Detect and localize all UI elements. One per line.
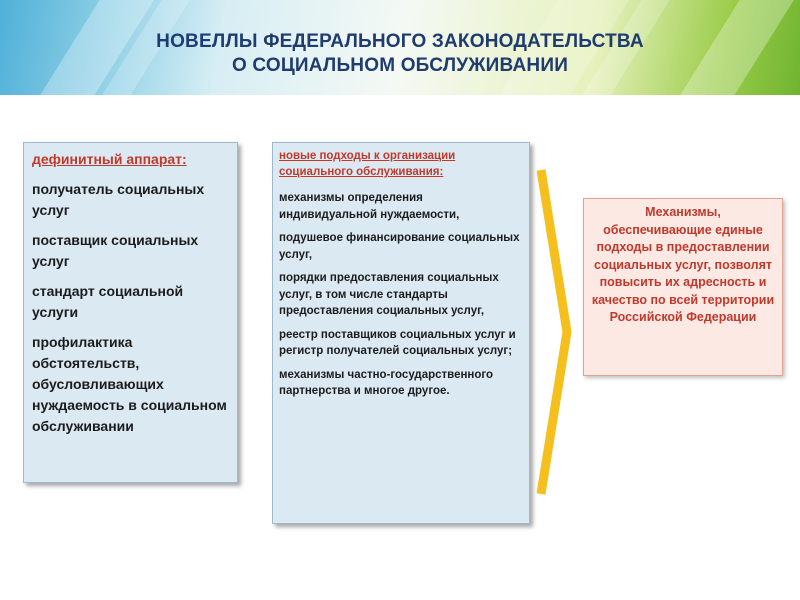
definition-item: поставщик социальных услуг	[32, 232, 199, 269]
page-title	[0, 30, 800, 78]
conclusion-text: Механизмы, обеспечивающие единые подходы в предоставлении социальных услуг, позволят повысить их адресность и качество по всей территории Российской Федерации	[591, 205, 775, 324]
definition-item: получатель социальных услуг	[32, 181, 205, 218]
title-line-1: НОВЕЛЛЫ ФЕДЕРАЛЬНОГО ЗАКОНОДАТЕЛЬСТВА	[156, 31, 644, 52]
approaches-box	[272, 142, 530, 524]
approach-item: механизмы определения индивидуальной нуждаемости,	[279, 192, 460, 221]
approach-item: подушевое финансирование социальных услуг,	[279, 232, 520, 261]
definition-item: стандарт социальной услуги	[32, 283, 184, 320]
definitions-heading: дефинитный аппарат:	[32, 151, 187, 167]
definition-item: профилактика обстоятельств, обусловливающих нуждаемость в социальном обслуживании	[32, 334, 227, 434]
chevron-right-icon	[535, 166, 575, 498]
approach-item: механизмы частно-государственного партнерства и многое другое.	[279, 368, 494, 397]
approach-item: порядки предоставления социальных услуг, в том числе стандарты предоставления социальных услуг,	[279, 272, 499, 317]
definitions-box	[23, 142, 238, 483]
title-line-2: О СОЦИАЛЬНОМ ОБСЛУЖИВАНИИ	[231, 55, 569, 76]
conclusion-box	[583, 198, 783, 376]
header-banner	[0, 0, 800, 95]
approach-item: реестр поставщиков социальных услуг и регистр получателей социальных услуг;	[279, 328, 516, 357]
approaches-heading: новые подходы к организации социального обслуживания:	[279, 150, 456, 178]
